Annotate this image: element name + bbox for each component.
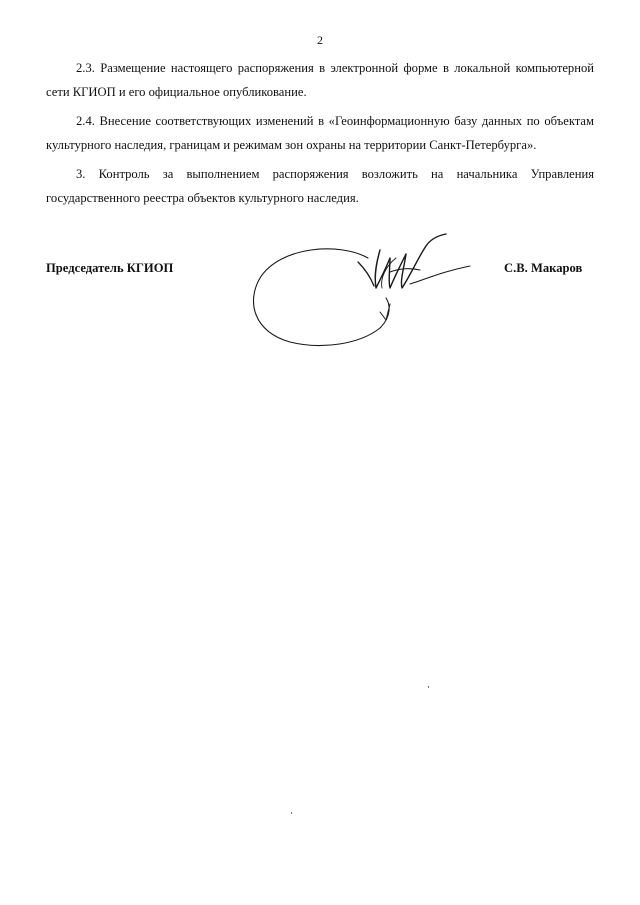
page-number: 2 (317, 33, 323, 47)
scan-speck (291, 812, 292, 814)
handwritten-signature (240, 228, 480, 358)
paragraph-3: 3. Контроль за выполнением распоряжения возложить на начальника Управления государственного реестра объектов культурного наследия. (46, 167, 594, 205)
signatory-name: С.В. Макаров (504, 261, 583, 275)
scan-speck (428, 686, 429, 688)
paragraph-2-4: 2.4. Внесение соответствующих изменений в «Геоинформационную базу данных по объектам культурного наследия, границам и режимам зон охраны на территории Санкт-Петербурга». (46, 114, 594, 152)
document-body (46, 56, 594, 215)
signatory-position: Председатель КГИОП (46, 261, 174, 275)
paragraph-2-3: 2.3. Размещение настоящего распоряжения в электронной форме в локальной компьютерной сети КГИОП и его официальное опубликование. (46, 61, 594, 99)
